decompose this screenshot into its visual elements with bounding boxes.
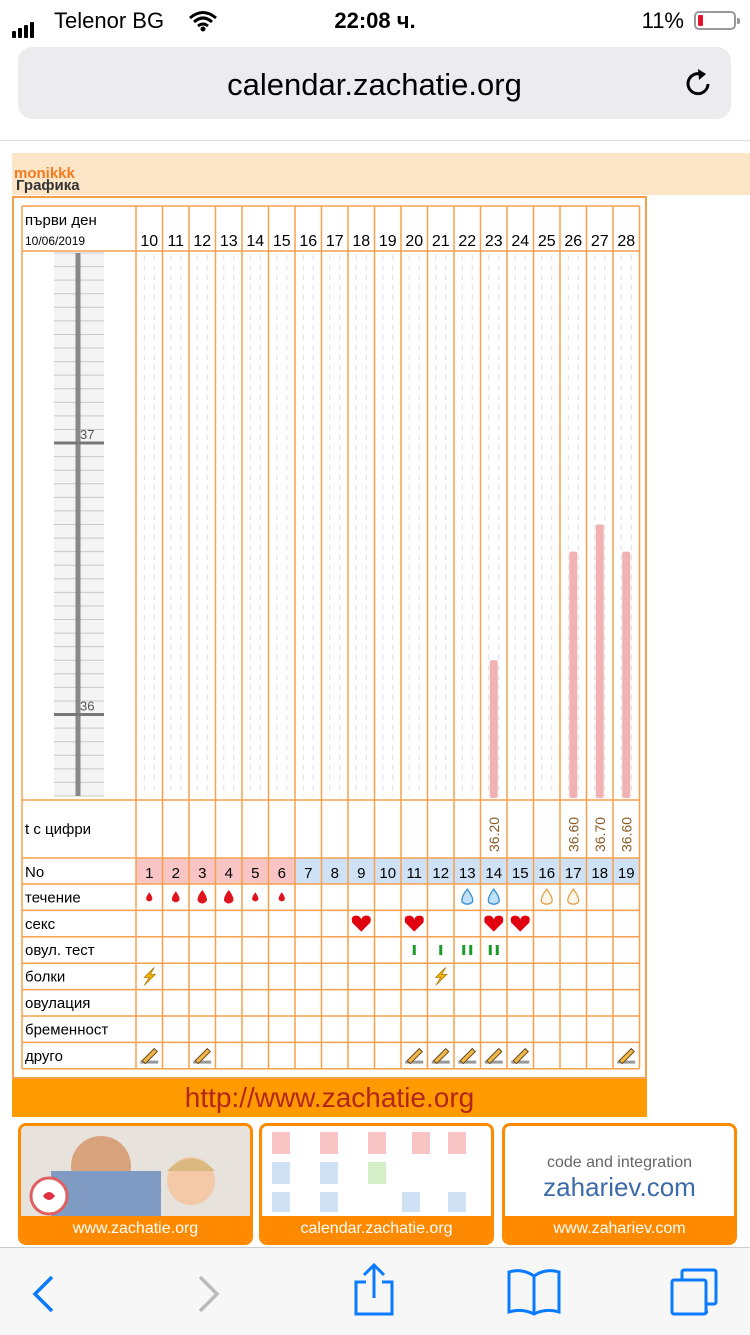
address-bar[interactable] [18, 47, 731, 119]
cycle-day-number: 15 [511, 865, 529, 882]
carrier-name: Telenor BG [54, 8, 165, 33]
banner-line2: zahariev.com [543, 1172, 696, 1202]
blood-drop-icon [279, 892, 285, 901]
banner-line1: code and integration [547, 1154, 692, 1171]
date-header: 12 [193, 233, 212, 250]
user-link[interactable]: monikkk [14, 165, 75, 182]
cycle-day-number: 8 [330, 865, 339, 882]
discharge-drop-icon [568, 889, 579, 904]
cycle-day-number: 3 [198, 865, 207, 882]
date-header: 10 [140, 233, 159, 250]
date-header: 22 [458, 233, 477, 250]
blood-drop-icon [252, 892, 258, 901]
temp-digit-value: 36.60 [565, 816, 582, 852]
first-day-date: 10/06/2019 [25, 234, 86, 248]
battery-icon [694, 11, 736, 30]
cycle-day-number: 16 [538, 865, 556, 882]
date-header: 27 [590, 233, 609, 250]
date-header: 15 [272, 233, 291, 250]
scale-label: 36 [80, 698, 95, 714]
temp-digit-value: 36.70 [591, 816, 608, 852]
tabs-icon[interactable] [668, 1266, 720, 1323]
temperature-bar [490, 660, 498, 798]
cycle-day-number: 9 [357, 865, 366, 882]
clock: 22:08 ч. [334, 8, 416, 33]
date-header: 21 [431, 233, 450, 250]
row-label: бременност [25, 1021, 109, 1039]
date-header: 14 [246, 233, 265, 250]
banner-calendar[interactable] [259, 1123, 494, 1245]
first-day-label: първи ден [25, 212, 97, 229]
scale-label: 37 [80, 427, 95, 443]
cycle-day-number: 17 [564, 865, 582, 882]
date-header: 11 [167, 233, 185, 250]
row-label: болки [25, 968, 66, 986]
page-title [12, 153, 750, 195]
cycle-day-number: 19 [617, 865, 635, 882]
blood-drop-icon [224, 890, 233, 904]
blood-drop-icon [146, 892, 152, 901]
date-header: 24 [511, 233, 530, 250]
test-line-icon [462, 945, 465, 955]
cycle-day-number: 5 [251, 865, 260, 882]
cycle-chart [12, 196, 647, 1079]
row-label: секс [25, 915, 56, 933]
temp-digit-value: 36.20 [485, 816, 502, 852]
cycle-day-number: 11 [406, 865, 423, 882]
row-label: овул. тест [25, 942, 95, 960]
pain-bolt-icon [144, 967, 155, 985]
cycle-day-number: 6 [277, 865, 286, 882]
pain-bolt-icon [436, 967, 447, 985]
url-text[interactable]: calendar.zachatie.org [227, 67, 522, 102]
date-header: 13 [219, 233, 238, 250]
cycle-day-number: 13 [458, 865, 476, 882]
site-footer[interactable] [12, 1079, 647, 1117]
heart-icon [352, 916, 371, 932]
cycle-day-number: 4 [224, 865, 233, 882]
banner-caption: calendar.zachatie.org [262, 1216, 491, 1242]
banner-zachatie[interactable] [18, 1123, 253, 1245]
date-header: 19 [378, 233, 397, 250]
temperature-bar [569, 552, 577, 798]
date-header: 23 [484, 233, 503, 250]
test-line-icon [496, 945, 499, 955]
bookmarks-icon[interactable] [506, 1268, 562, 1321]
banner-caption: www.zachatie.org [21, 1216, 250, 1242]
date-header: 25 [537, 233, 556, 250]
cycle-day-number: 10 [379, 865, 397, 882]
forward-icon[interactable] [196, 1274, 222, 1319]
row-label: течение [25, 889, 81, 907]
test-line-icon [469, 945, 472, 955]
temp-digits-label: t с цифри [25, 821, 92, 838]
battery-percent: 11% [641, 8, 684, 33]
test-line-icon [439, 945, 442, 955]
cycle-day-number: 7 [304, 865, 313, 882]
blood-drop-icon [172, 891, 180, 902]
calendar-preview [262, 1126, 491, 1216]
status-bar [0, 0, 750, 40]
temperature-bar [622, 552, 630, 798]
date-header: 26 [564, 233, 583, 250]
date-header: 20 [405, 233, 424, 250]
row-label: овулация [25, 995, 91, 1012]
heart-icon [405, 916, 424, 932]
cycle-day-number: 18 [591, 865, 609, 882]
reload-icon[interactable] [683, 67, 713, 105]
blood-drop-icon [198, 890, 207, 904]
row-label: друго [25, 1047, 63, 1065]
cycle-label: No [25, 864, 45, 881]
date-header: 16 [299, 233, 318, 250]
test-line-icon [489, 945, 492, 955]
temp-digit-value: 36.60 [618, 816, 635, 852]
heart-icon [511, 916, 530, 932]
temperature-bar [596, 525, 604, 799]
cycle-day-number: 1 [145, 865, 154, 882]
cycle-chart-svg [14, 198, 645, 1077]
cycle-day-number: 12 [432, 865, 450, 882]
title-prefix: Графика [16, 177, 80, 194]
date-header: 17 [325, 233, 344, 250]
cycle-day-number: 2 [171, 865, 180, 882]
banner-zahariev[interactable] [502, 1123, 737, 1245]
discharge-drop-icon [541, 889, 552, 904]
divider [0, 140, 750, 141]
cycle-day-number: 14 [485, 865, 503, 882]
date-header: 28 [617, 233, 636, 250]
footer-url[interactable]: http://www.zachatie.org [184, 1082, 475, 1113]
test-line-icon [413, 945, 416, 955]
discharge-drop-icon [488, 889, 499, 904]
family-photo [21, 1126, 250, 1216]
date-header: 18 [352, 233, 371, 250]
share-icon[interactable] [352, 1262, 396, 1323]
heart-icon [484, 916, 503, 932]
back-icon[interactable] [30, 1274, 56, 1319]
discharge-drop-icon [462, 889, 473, 904]
browser-toolbar [0, 1247, 750, 1335]
banner-caption: www.zahariev.com [505, 1216, 734, 1242]
